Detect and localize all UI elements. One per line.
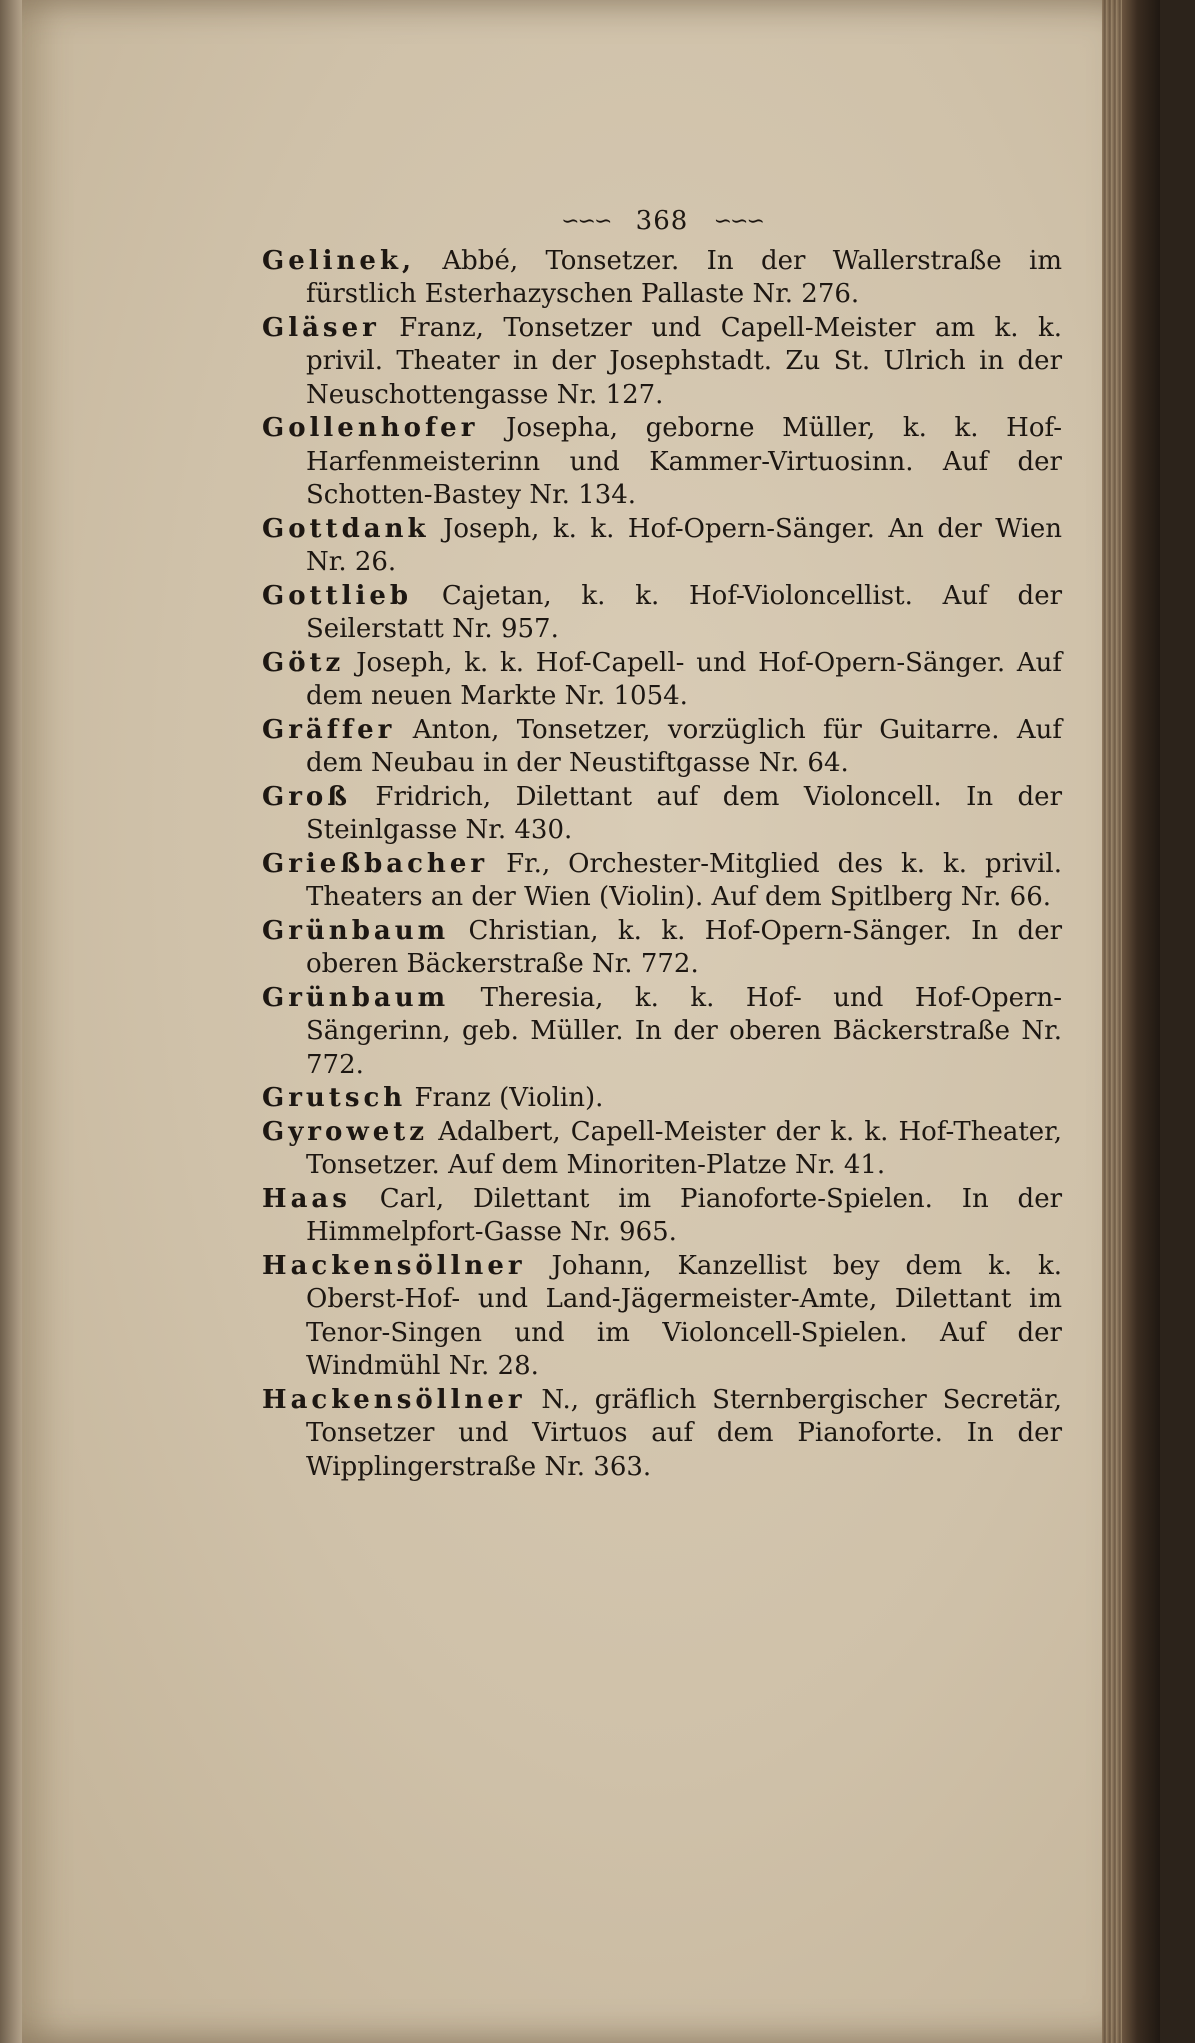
entry-name: Hackensöllner bbox=[262, 1250, 526, 1281]
entry-name: Hackensöllner bbox=[262, 1384, 526, 1415]
entry-name: Haas bbox=[262, 1183, 351, 1214]
entry-text: N., gräflich Sternbergischer Secretär, Tonsetzer und Virtuos auf dem Pianoforte. In der Wipplingerstraße Nr. 363. bbox=[306, 1384, 1062, 1482]
entry-text: Joseph, k. k. Hof-Capell- und Hof-Opern-Sänger. Auf dem neuen Markte Nr. 1054. bbox=[306, 647, 1062, 712]
entry-name: Grünbaum bbox=[262, 915, 450, 946]
ornament-left: ∽∽∽ bbox=[561, 209, 611, 235]
directory-entry bbox=[262, 1116, 1062, 1183]
entry-text: Abbé, Tonsetzer. In der Wallerstraße im fürstlich Esterhazyschen Pallaste Nr. 276. bbox=[306, 245, 1062, 310]
directory-entry bbox=[262, 513, 1062, 580]
entry-name: Gottlieb bbox=[262, 580, 413, 611]
entry-name: Grutsch bbox=[262, 1083, 407, 1114]
entry-name: Gräffer bbox=[262, 714, 396, 745]
directory-entry bbox=[262, 848, 1062, 915]
entry-name: Gelinek, bbox=[262, 245, 416, 276]
directory-entry bbox=[262, 714, 1062, 781]
directory-entry bbox=[262, 982, 1062, 1083]
directory-entry bbox=[262, 1082, 1062, 1116]
entry-text: Anton, Tonsetzer, vorzüglich für Guitarre. Auf dem Neubau in der Neustiftgasse Nr. 64. bbox=[306, 714, 1062, 779]
entry-name: Groß bbox=[262, 781, 351, 812]
directory-entry bbox=[262, 580, 1062, 647]
directory-entry bbox=[262, 312, 1062, 413]
directory-entry bbox=[262, 1183, 1062, 1250]
entry-name: Götz bbox=[262, 647, 345, 678]
page-edges bbox=[1102, 0, 1122, 2043]
directory-entry bbox=[262, 412, 1062, 513]
directory-entry bbox=[262, 647, 1062, 714]
entry-text: Carl, Dilettant im Pianoforte-Spielen. In der Himmelpfort-Gasse Nr. 965. bbox=[306, 1183, 1063, 1248]
page-number: 368 bbox=[635, 206, 689, 236]
directory-entry bbox=[262, 781, 1062, 848]
directory-entry bbox=[262, 915, 1062, 982]
entry-text: Josepha, geborne Müller, k. k. Hof-Harfenmeisterinn und Kammer-Virtuosinn. Auf der Schotten-Bastey Nr. 134. bbox=[306, 413, 1062, 511]
entry-name: Gollenhofer bbox=[262, 413, 479, 444]
directory-text bbox=[262, 205, 1062, 1484]
entry-name: Gottdank bbox=[262, 513, 430, 544]
entry-text: Franz, Tonsetzer und Capell-Meister am k. k. privil. Theater in der Josephstadt. Zu St. Ulrich in der Neuschottengasse Nr. 127. bbox=[306, 312, 1063, 410]
entry-name: Gläser bbox=[262, 312, 380, 343]
entry-name: Grünbaum bbox=[262, 982, 450, 1013]
entry-text: Adalbert, Capell-Meister der k. k. Hof-Theater, Tonsetzer. Auf dem Minoriten-Platze Nr. 41. bbox=[306, 1116, 1063, 1181]
ornament-right: ∽∽∽ bbox=[713, 209, 763, 235]
entry-name: Grießbacher bbox=[262, 848, 489, 879]
book-cover-edge bbox=[1122, 0, 1160, 2043]
entry-text: Cajetan, k. k. Hof-Violoncellist. Auf der Seilerstatt Nr. 957. bbox=[306, 580, 1063, 645]
page-header bbox=[262, 205, 1062, 239]
entry-name: Gyrowetz bbox=[262, 1116, 429, 1147]
directory-entry bbox=[262, 1384, 1062, 1485]
entry-text: Christian, k. k. Hof-Opern-Sänger. In der oberen Bäckerstraße Nr. 772. bbox=[306, 915, 1063, 980]
directory-entry bbox=[262, 1250, 1062, 1384]
entry-text: Theresia, k. k. Hof- und Hof-Opern-Sängerinn, geb. Müller. In der oberen Bäckerstraße Nr. 772. bbox=[306, 982, 1063, 1080]
entry-text: Fridrich, Dilettant auf dem Violoncell. In der Steinlgasse Nr. 430. bbox=[306, 781, 1062, 846]
entry-text: Joseph, k. k. Hof-Opern-Sänger. An der Wien Nr. 26. bbox=[306, 513, 1062, 578]
directory-entry bbox=[262, 245, 1062, 312]
entry-text: Fr., Orchester-Mitglied des k. k. privil. Theaters an der Wien (Violin). Auf dem Spitlberg Nr. 66. bbox=[306, 848, 1062, 913]
entry-text: Johann, Kanzellist bey dem k. k. Oberst-Hof- und Land-Jägermeister-Amte, Dilettant im Tenor-Singen und im Violoncell-Spielen. Auf der Windmühl Nr. 28. bbox=[306, 1250, 1062, 1382]
entry-text: Franz (Violin). bbox=[414, 1083, 604, 1114]
